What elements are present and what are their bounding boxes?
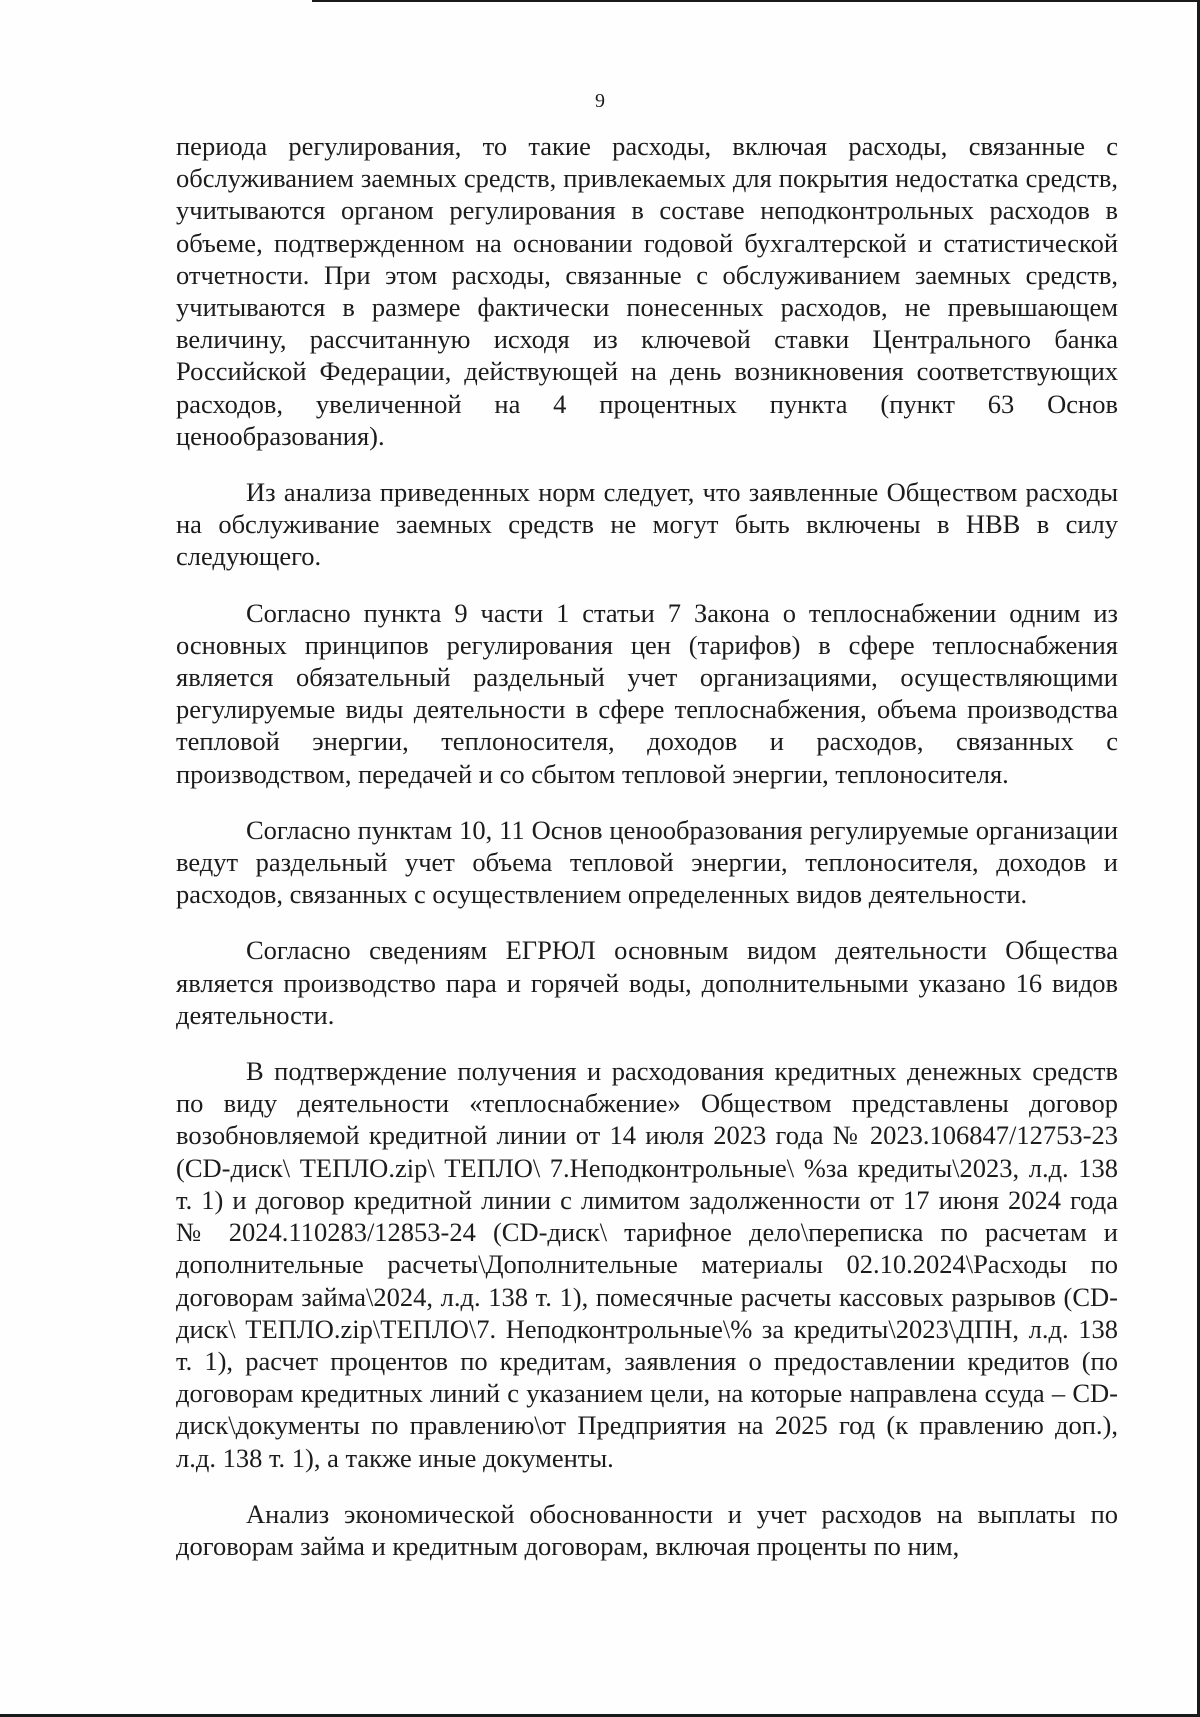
paragraph-economic-analysis: Анализ экономической обоснованности и учет расходов на выплаты по договорам займа и кредитным договорам, включая проценты по ним,: [176, 1498, 1118, 1561]
scan-border-top: [312, 0, 1200, 2]
paragraph-pricing-basis: Согласно пунктам 10, 11 Основ ценообразования регулируемые организации ведут раздельный учет объема тепловой энергии, теплоносителя, доходов и расходов, связанных с осуществлением определенных видов деятельности.: [176, 814, 1118, 910]
paragraph-heat-law: Согласно пункта 9 части 1 статьи 7 Закона о теплоснабжении одним из основных принципов регулирования цен (тарифов) в сфере теплоснабжения является обязательный раздельный учет организациями, осуществляющими регулируемые виды деятельности в сфере теплоснабжения, объема производства тепловой энергии, теплоносителя, доходов и расходов, связанных с производством, передачей и со сбытом тепловой энергии, теплоносителя.: [176, 597, 1118, 789]
document-body: [176, 130, 1118, 1586]
page-number: 9: [595, 90, 605, 112]
paragraph-egrul: Согласно сведениям ЕГРЮЛ основным видом деятельности Общества является производство пара и горячей воды, дополнительными указано 16 видов деятельности.: [176, 935, 1118, 1030]
paragraph-analysis: Из анализа приведенных норм следует, что заявленные Обществом расходы на обслуживание заемных средств не могут быть включены в НВВ в силу следующего.: [176, 477, 1118, 572]
paragraph-continuation: периода регулирования, то такие расходы, включая расходы, связанные с обслуживанием заемных средств, привлекаемых для покрытия недостатка средств, учитываются органом регулирования в составе неподконтрольных расходов в объеме, подтвержденном на основании годовой бухгалтерской и статистической отчетности. При этом расходы, связанные с обслуживанием заемных средств, учитываются в размере фактически понесенных расходов, не превышающем величину, рассчитанную исходя из ключевой ставки Центрального банка Российской Федерации, действующей на день возникновения соответствующих расходов, увеличенной на 4 процентных пункта (пункт 63 Основ ценообразования).: [176, 131, 1118, 451]
paragraph-credit-documents: В подтверждение получения и расходования кредитных денежных средств по виду деятельности «теплоснабжение» Обществом представлены договор возобновляемой кредитной линии от 14 июля 2023 года № 2023.106847/12753-23 (CD-диск\ ТЕПЛО.zip\ ТЕПЛО\ 7.Неподконтрольные\ %за кредиты\2023, л.д. 138 т. 1) и договор кредитной линии с лимитом задолженности от 17 июня 2024 года № 2024.110283/12853-24 (CD-диск\ тарифное дело\переписка по расчетам и дополнительные расчеты\Дополнительные материалы 02.10.2024\Расходы по договорам займа\2024, л.д. 138 т. 1), помесячные расчеты кассовых разрывов (CD-диск\ ТЕПЛО.zip\ТЕПЛО\7. Неподконтрольные\% за кредиты\2023\ДПН, л.д. 138 т. 1), расчет процентов по кредитам, заявления о предоставлении кредитов (по договорам кредитных линий с указанием цели, на которые направлена ссуда – CD-диск\документы по правлению\от Предприятия на 2025 год (к правлению доп.), л.д. 138 т. 1), а также иные документы.: [176, 1056, 1118, 1473]
